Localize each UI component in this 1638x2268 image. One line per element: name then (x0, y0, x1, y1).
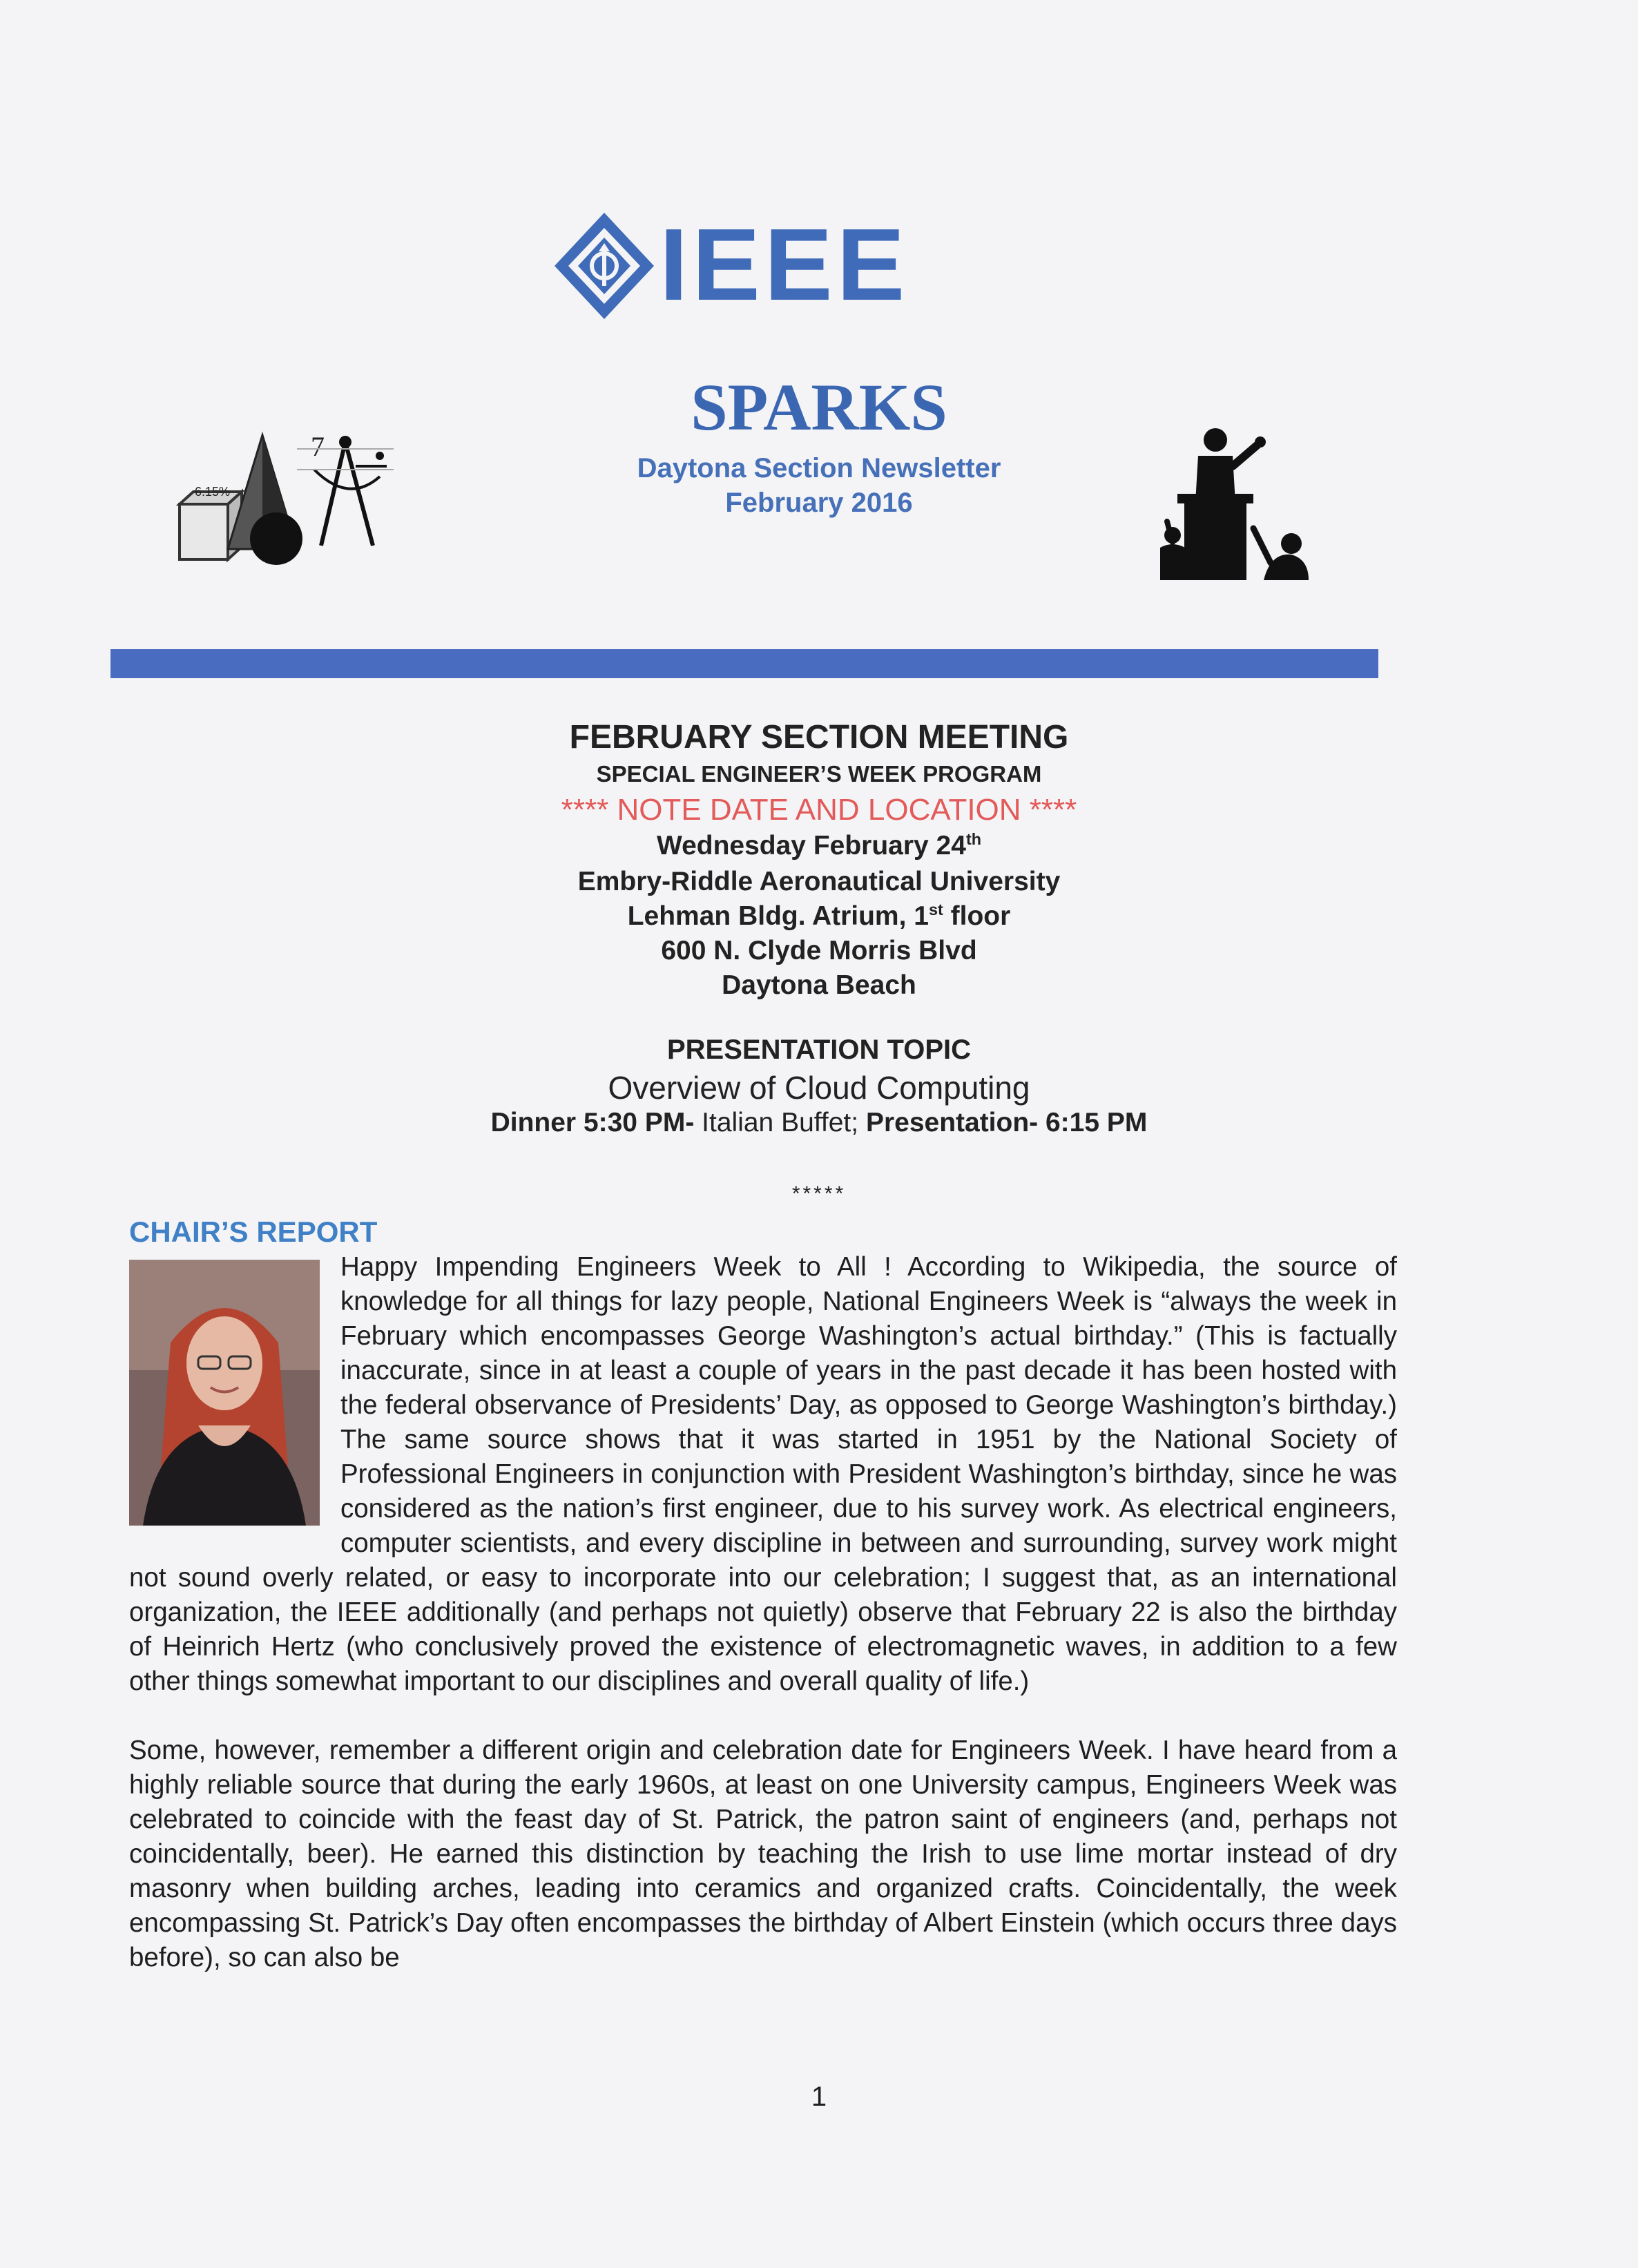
chairs-report-body (129, 1250, 1397, 1975)
chair-photo (129, 1260, 320, 1526)
ieee-diamond-icon (549, 207, 659, 325)
meeting-venue: Embry-Riddle Aeronautical University (577, 867, 1061, 896)
ieee-wordmark: IEEE (659, 208, 909, 322)
meeting-room-suffix: floor (943, 901, 1011, 931)
chair-portrait-image (129, 1260, 320, 1526)
dinner-label: Dinner 5:30 PM- (490, 1108, 695, 1137)
meeting-date-sup: th (965, 830, 982, 848)
note-stars-right: **** (1029, 793, 1077, 827)
speaker-at-podium-icon (1160, 425, 1312, 584)
newsletter-title: SPARKS (691, 370, 947, 444)
report-paragraph-1 (129, 1250, 1397, 1699)
chairs-report-heading: CHAIR’S REPORT (129, 1215, 378, 1248)
note-stars-left: **** (561, 793, 609, 827)
newsletter-date: February 2016 (725, 488, 913, 518)
svg-text:7: 7 (311, 431, 325, 462)
meeting-schedule (0, 1108, 1638, 1138)
meeting-room-sup: st (928, 901, 943, 919)
report-paragraph-1-text: Happy Impending Engineers Week to All ! According to Wikipedia, the source of knowledge for all things for lazy people, National Engineers Week is “always the week in February which encompasses George Washington’s actual birthday.” (This is factually inaccurate, since in at least a couple of years in the past decade it has been hosted with the federal observance of Presidents’ Day, as opposed to George Washington’s birthday.) The same source shows that it was started in 1951 by the National Society of Professional Engineers in conjunction with President Washington’s birthday, since he was considered as the nation’s first engineer, due to his survey work. As electrical engineers, computer scientists, and every discipline in between and surrounding, survey work might not sound overly related, or easy to incorporate into our celebration; I suggest that, as an international organization, the IEEE additionally (and perhaps not quietly) observe that February 22 is also the birthday of Heinrich Hertz (who conclusively proved the existence of electromagnetic waves, in addition to a few other things somewhat important to our disciplines and overall quality of life.) (129, 1252, 1397, 1696)
meeting-subtitle: SPECIAL ENGINEER’S WEEK PROGRAM (596, 761, 1042, 787)
header-divider-bar (110, 649, 1378, 678)
page-number: 1 (811, 2082, 827, 2112)
report-paragraph-2: Some, however, remember a different origin and celebration date for Engineers Week. I have heard from a highly reliable source that during the early 1960s, at least on one University campus, Engineers Week was celebrated to coincide with the feast day of St. Patrick, the patron saint of engineers (and, perhaps not coincidentally, beer). He earned this distinction by teaching the Irish to use lime mortar instead of dry masonry when building arches, leading into ceramics and organized crafts. Coincidentally, the week encompassing St. Patrick’s Day often encompasses the birthday of Albert Einstein (which occurs three days before), so can also be (129, 1736, 1397, 1972)
topic-title: Overview of Cloud Computing (608, 1070, 1030, 1106)
meeting-title: FEBRUARY SECTION MEETING (569, 719, 1069, 756)
svg-text:6.15%: 6.15% (195, 485, 231, 499)
meeting-room-text: Lehman Bldg. Atrium, 1 (627, 901, 929, 931)
meeting-date (0, 829, 1638, 863)
meeting-date-text: Wednesday February 24 (656, 831, 966, 861)
meeting-room (0, 899, 1638, 934)
geometry-tools-icon (173, 428, 394, 580)
note-text: NOTE DATE AND LOCATION (617, 793, 1021, 827)
dinner-detail: Italian Buffet; (694, 1108, 866, 1137)
presentation-label: Presentation- 6:15 PM (865, 1108, 1148, 1137)
meeting-city: Daytona Beach (722, 970, 916, 1000)
ieee-logo (549, 207, 977, 325)
note-banner (0, 793, 1638, 827)
newsletter-subtitle: Daytona Section Newsletter (637, 453, 1001, 483)
section-separator: ***** (791, 1182, 847, 1205)
topic-heading: PRESENTATION TOPIC (666, 1035, 972, 1065)
meeting-address: 600 N. Clyde Morris Blvd (661, 936, 977, 965)
